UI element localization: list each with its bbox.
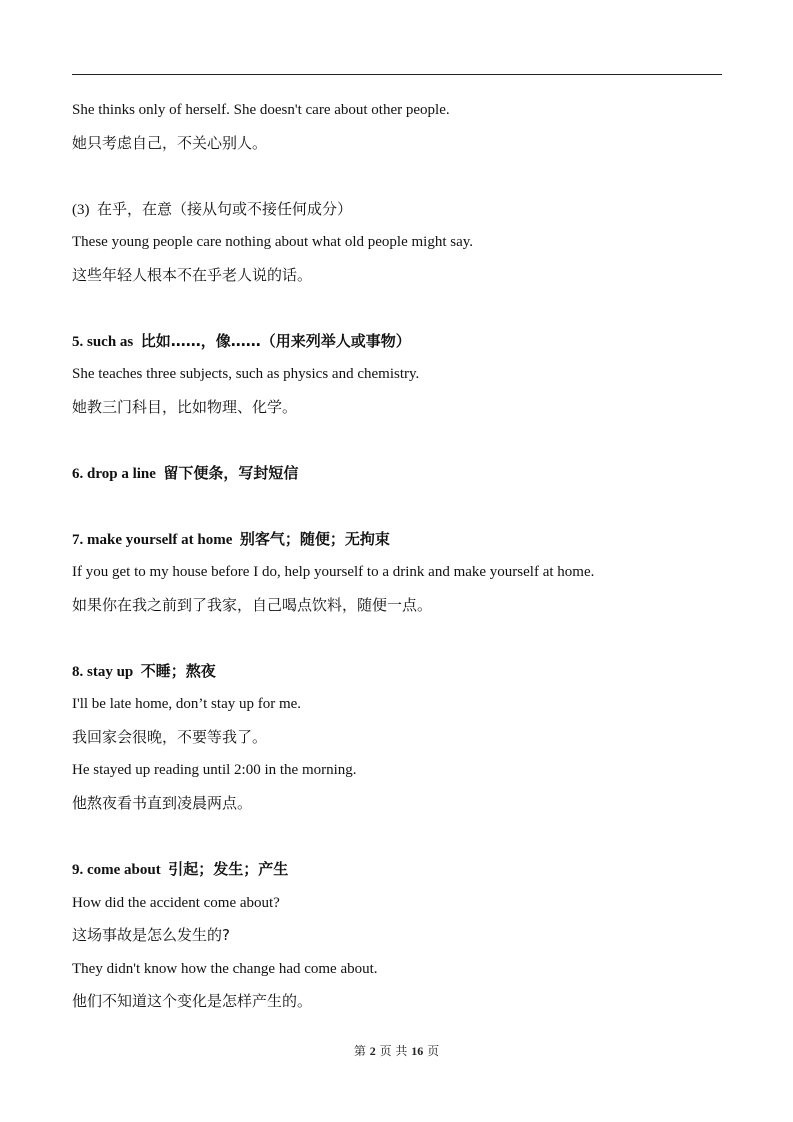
section-meaning: 不睡；熬夜 <box>140 662 216 680</box>
footer-mid: 页 共 <box>379 1044 408 1058</box>
example-en: She teaches three subjects, such as physics and chemistry. <box>72 366 420 382</box>
section-phrase: 5. such as <box>72 334 134 350</box>
sub-heading-number: (3) <box>72 202 90 218</box>
footer-total-pages: 16 <box>411 1044 424 1058</box>
example-zh: 她只考虑自己，不关心别人。 <box>72 134 268 152</box>
page-footer <box>0 1042 793 1059</box>
example-zh: 这些年轻人根本不在乎老人说的话。 <box>72 266 313 284</box>
example-en: They didn't know how the change had come about. <box>72 961 378 977</box>
example-zh: 他们不知道这个变化是怎样产生的。 <box>72 992 313 1010</box>
section-meaning: 比如……，像……（用来列举人或事物） <box>140 332 411 350</box>
example-en: If you get to my house before I do, help yourself to a drink and make yourself at home. <box>72 564 595 580</box>
section-phrase: 7. make yourself at home <box>72 532 233 548</box>
section-phrase: 8. stay up <box>72 664 134 680</box>
header-rule <box>72 74 722 75</box>
footer-suffix: 页 <box>427 1044 440 1058</box>
section-phrase: 9. come about <box>72 862 161 878</box>
section-heading <box>72 660 216 681</box>
footer-prefix: 第 <box>353 1044 366 1058</box>
sub-heading-title: 在乎，在意（接从句或不接任何成分） <box>97 200 353 218</box>
section-meaning: 留下便条，写封短信 <box>163 464 299 482</box>
section-heading <box>72 462 298 483</box>
example-zh: 这场事故是怎么发生的? <box>72 926 230 944</box>
example-en: She thinks only of herself. She doesn't care about other people. <box>72 102 450 118</box>
example-en: These young people care nothing about what old people might say. <box>72 234 474 250</box>
footer-page-number: 2 <box>369 1044 376 1058</box>
example-en: How did the accident come about? <box>72 895 280 911</box>
section-heading <box>72 528 390 549</box>
section-heading <box>72 330 411 351</box>
example-en: He stayed up reading until 2:00 in the morning. <box>72 762 357 778</box>
example-zh: 她教三门科目，比如物理、化学。 <box>72 398 298 416</box>
section-meaning: 别客气；随便；无拘束 <box>239 530 390 548</box>
section-heading <box>72 858 288 879</box>
section-phrase: 6. drop a line <box>72 466 156 482</box>
section-meaning: 引起；发生；产生 <box>168 860 289 878</box>
example-zh: 他熬夜看书直到凌晨两点。 <box>72 794 253 812</box>
example-en: I'll be late home, don’t stay up for me. <box>72 696 302 712</box>
sub-heading <box>72 198 352 219</box>
example-zh: 我回家会很晚，不要等我了。 <box>72 728 268 746</box>
example-zh: 如果你在我之前到了我家，自己喝点饮料，随便一点。 <box>72 596 433 614</box>
